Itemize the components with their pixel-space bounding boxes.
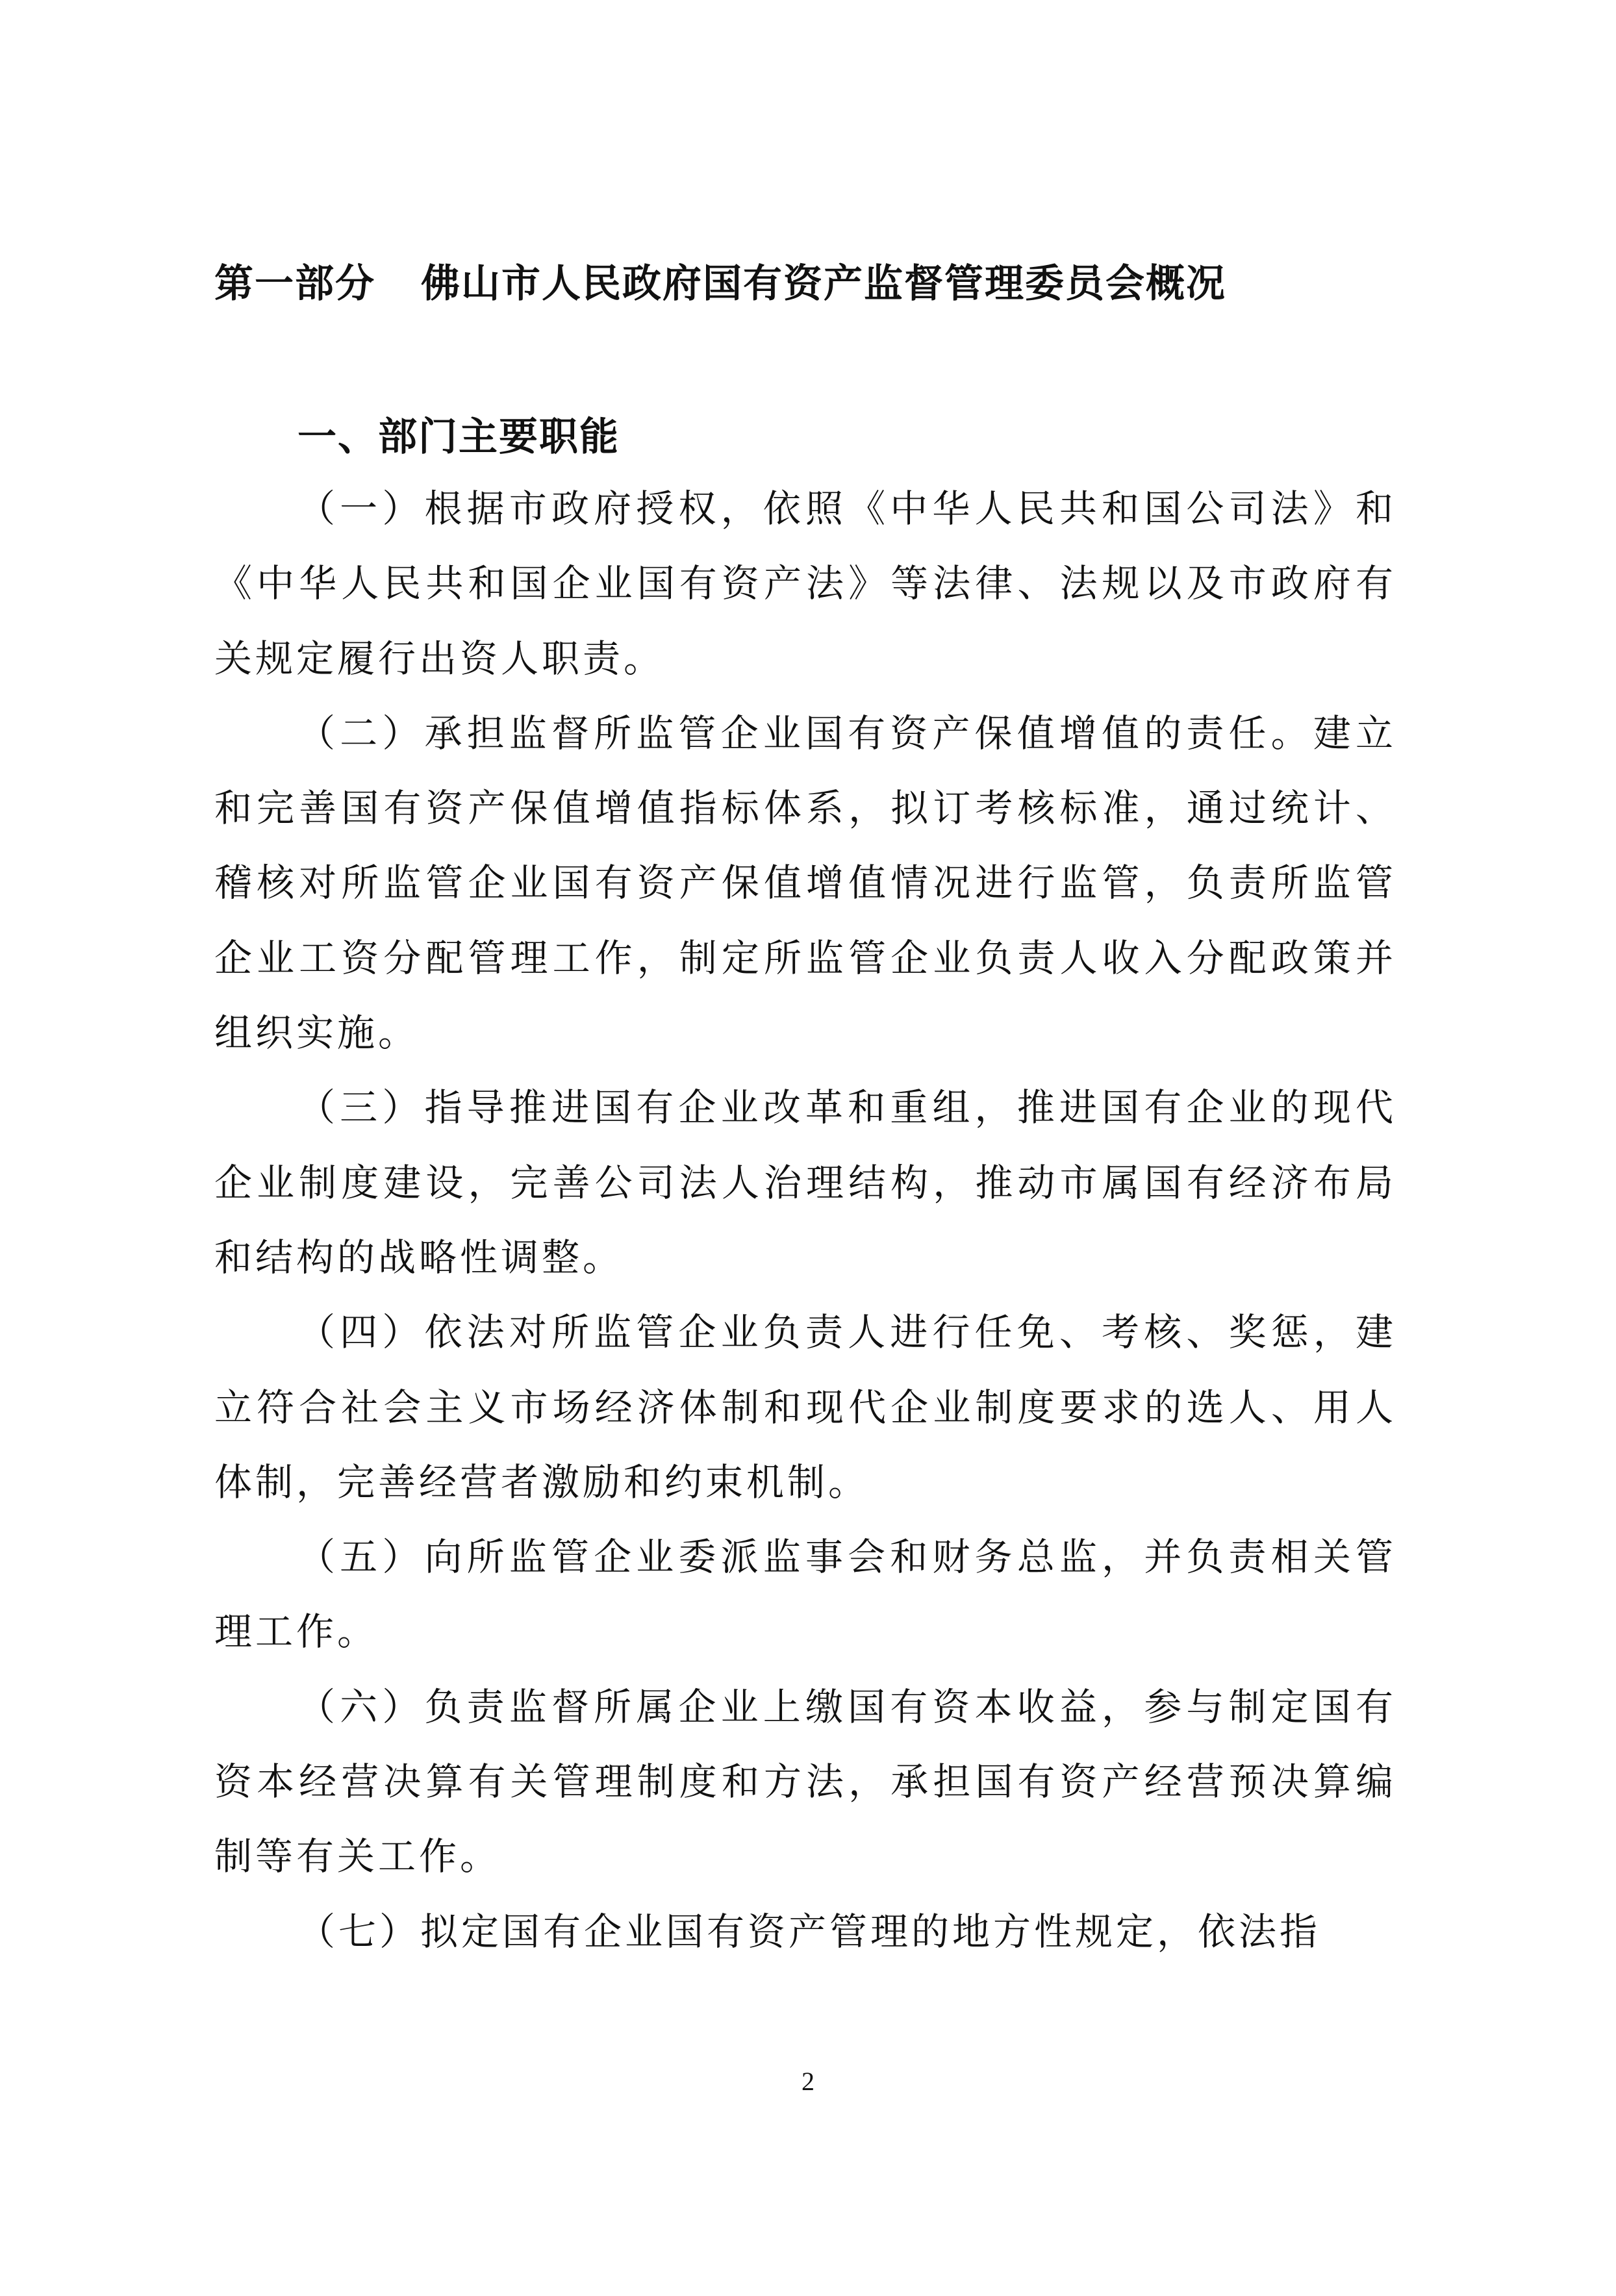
section-heading: 一、部门主要职能 xyxy=(297,414,620,460)
paragraph-3: （三）指导推进国有企业改革和重组，推进国有企业的现代企业制度建设，完善公司法人治理结构，推动市属国有经济布局和结构的战略性调整。 xyxy=(214,1085,1396,1280)
paragraph-2: （二）承担监督所监管企业国有资产保值增值的责任。建立和完善国有资产保值增值指标体系，拟订考核标准，通过统计、稽核对所监管企业国有资产保值增值情况进行监管，负责所监管企业工资分配管理工作，制定所监管企业负责人收入分配政策并组织实施。 xyxy=(214,711,1396,1055)
body-text xyxy=(214,472,1396,1969)
paragraph-5: （五）向所监管企业委派监事会和财务总监，并负责相关管理工作。 xyxy=(214,1535,1396,1654)
page-title xyxy=(214,255,1403,313)
paragraph-1: （一）根据市政府授权，依照《中华人民共和国公司法》和《中华人民共和国企业国有资产法》等法律、法规以及市政府有关规定履行出资人职责。 xyxy=(214,486,1396,681)
page-number: 2 xyxy=(802,2067,814,2096)
paragraph-4: （四）依法对所监管企业负责人进行任免、考核、奖惩，建立符合社会主义市场经济体制和现代企业制度要求的选人、用人体制，完善经营者激励和约束机制。 xyxy=(214,1310,1396,1504)
title-organization-name: 佛山市人民政府国有资产监督管理委员会概况 xyxy=(421,261,1226,307)
paragraph-7: （七）拟定国有企业国有资产管理的地方性规定，依法指 xyxy=(297,1909,1321,1954)
paragraph-6: （六）负责监督所属企业上缴国有资本收益，参与制定国有资本经营决算有关管理制度和方法，承担国有资产经营预决算编制等有关工作。 xyxy=(214,1684,1396,1879)
title-part-label: 第一部分 xyxy=(214,261,375,307)
